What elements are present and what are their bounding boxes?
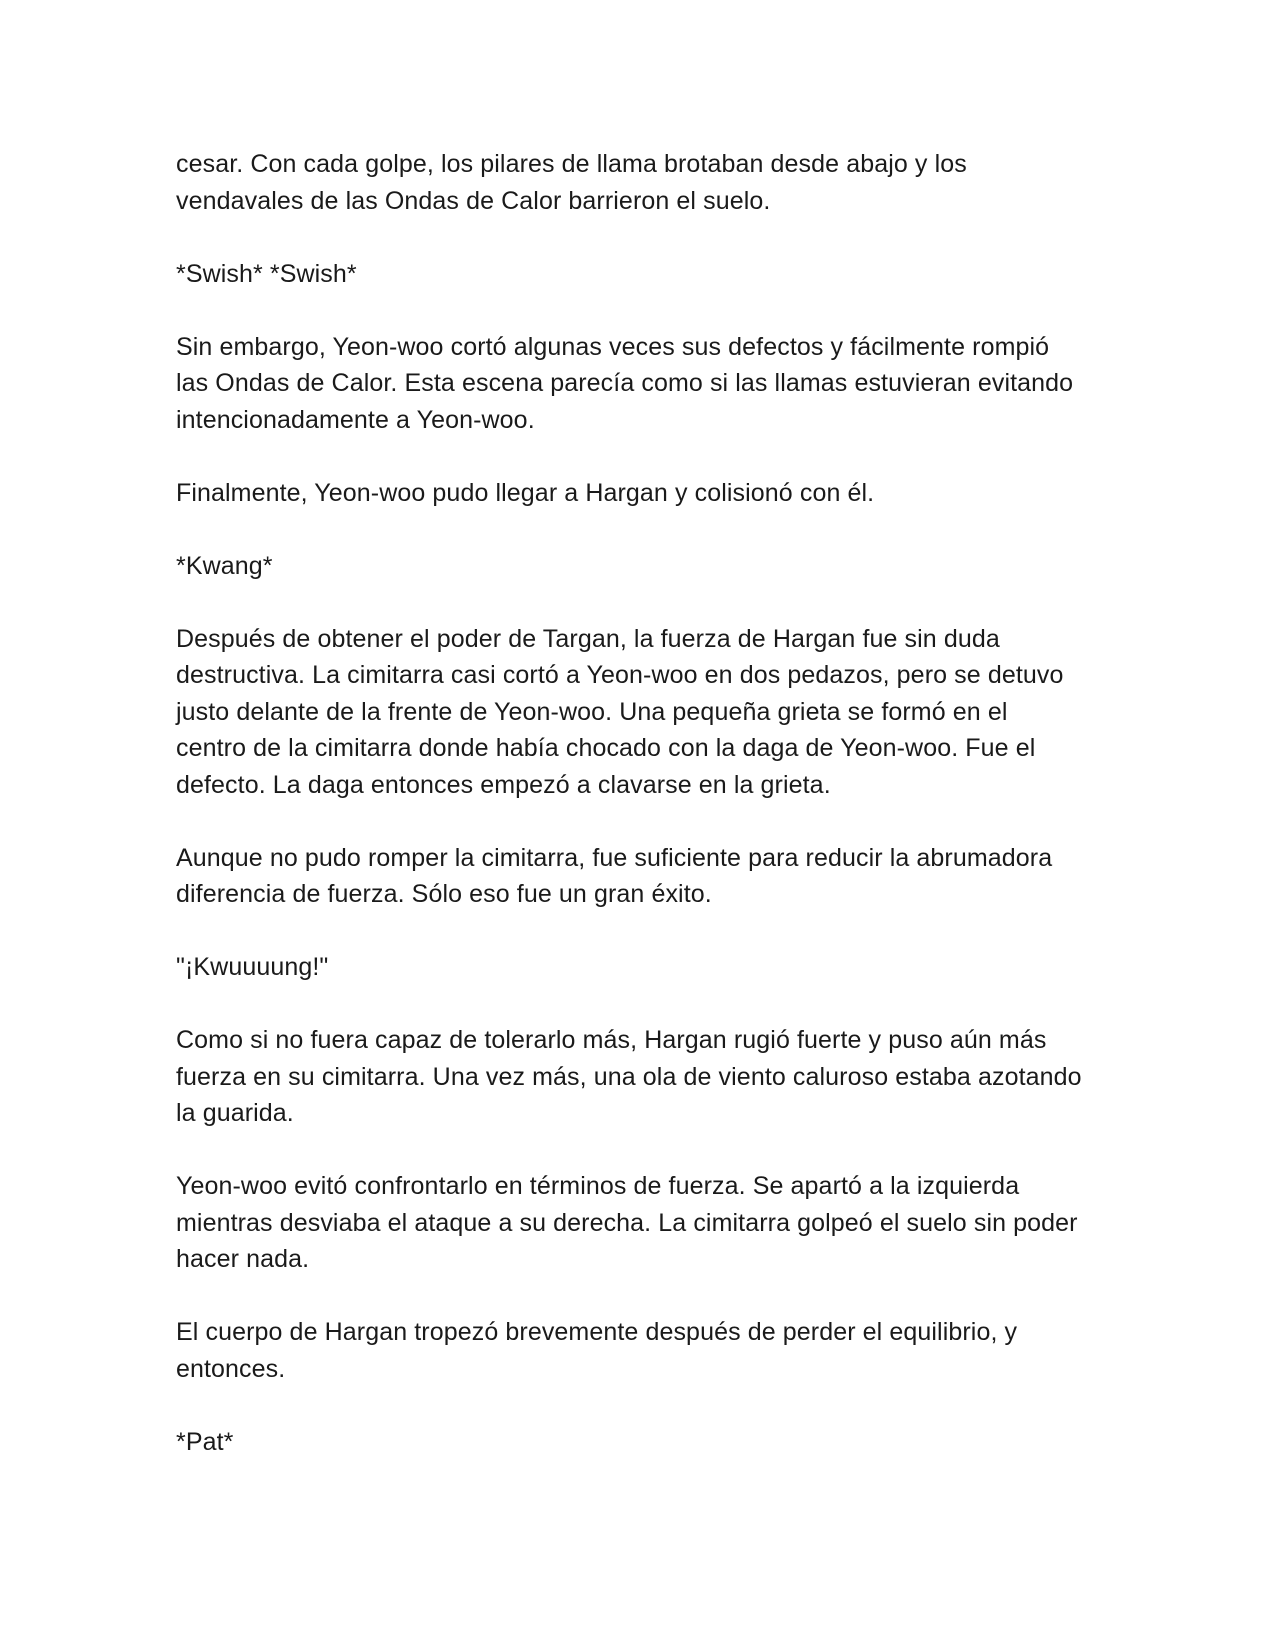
paragraph (176, 1314, 1106, 1387)
text-line: intencionadamente a Yeon-woo. (176, 405, 535, 434)
paragraph (176, 475, 1106, 512)
paragraph (176, 146, 1106, 219)
paragraph (176, 840, 1106, 913)
text-line: vendavales de las Ondas de Calor barrieron el suelo. (176, 186, 771, 215)
text-line: la guarida. (176, 1099, 294, 1127)
paragraph (176, 256, 1106, 293)
text-line: Yeon-woo evitó confrontarlo en términos de fuerza. Se apartó a la izquierda (176, 1172, 1020, 1200)
text-line: Aunque no pudo romper la cimitarra, fue suficiente para reducir la abrumadora (176, 843, 1053, 872)
text-line: "¡Kwuuuung!" (176, 953, 329, 981)
text-line: hacer nada. (176, 1245, 310, 1273)
paragraph (176, 1424, 1106, 1461)
text-line: Después de obtener el poder de Targan, la fuerza de Hargan fue sin duda (176, 624, 1000, 653)
text-line: destructiva. La cimitarra casi cortó a Yeon-woo en dos pedazos, pero se detuvo (176, 661, 1064, 689)
text-line: entonces. (176, 1354, 286, 1383)
text-line: cesar. Con cada golpe, los pilares de llama brotaban desde abajo y los (176, 150, 967, 178)
text-line: justo delante de la frente de Yeon-woo. Una pequeña grieta se formó en el (176, 697, 1008, 726)
text-line: Como si no fuera capaz de tolerarlo más, Hargan rugió fuerte y puso aún más (176, 1026, 1047, 1054)
text-line: *Pat* (176, 1427, 234, 1456)
paragraph (176, 1022, 1106, 1132)
paragraph (176, 621, 1106, 804)
paragraph (176, 548, 1106, 585)
text-line: fuerza en su cimitarra. Una vez más, una ola de viento caluroso estaba azotando (176, 1062, 1082, 1091)
text-line: *Swish* *Swish* (176, 259, 357, 288)
paragraph (176, 949, 1106, 986)
text-line: Finalmente, Yeon-woo pudo llegar a Hargan y colisionó con él. (176, 478, 875, 507)
document-body (176, 146, 1106, 1497)
text-line: las Ondas de Calor. Esta escena parecía como si las llamas estuvieran evitando (176, 369, 1074, 397)
text-line: El cuerpo de Hargan tropezó brevemente después de perder el equilibrio, y (176, 1318, 1018, 1346)
text-line: *Kwang* (176, 551, 273, 580)
paragraph (176, 1168, 1106, 1278)
text-line: defecto. La daga entonces empezó a clavarse en la grieta. (176, 770, 831, 799)
paragraph (176, 329, 1106, 439)
text-line: mientras desviaba el ataque a su derecha. La cimitarra golpeó el suelo sin poder (176, 1208, 1078, 1237)
text-line: centro de la cimitarra donde había chocado con la daga de Yeon-woo. Fue el (176, 734, 1036, 762)
text-line: Sin embargo, Yeon-woo cortó algunas veces sus defectos y fácilmente rompió (176, 332, 1050, 361)
text-line: diferencia de fuerza. Sólo eso fue un gran éxito. (176, 880, 712, 908)
